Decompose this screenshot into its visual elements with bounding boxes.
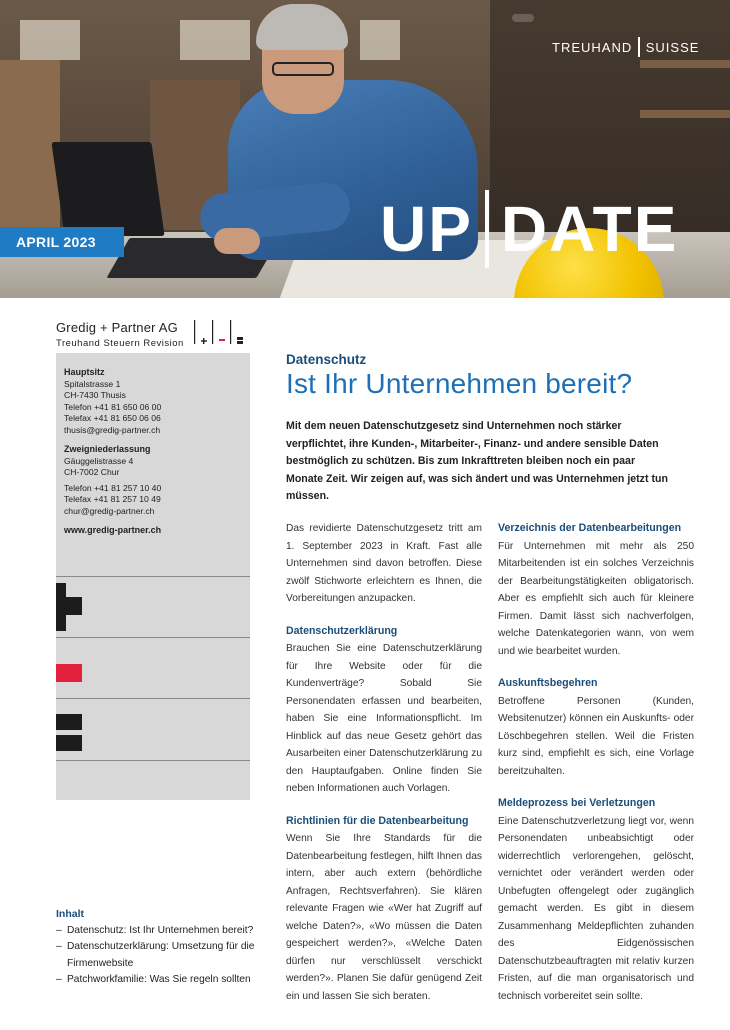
company-name: Gredig + Partner AG xyxy=(56,320,178,335)
hq-phone: Telefon +41 81 650 06 00 xyxy=(64,401,162,412)
toc-item[interactable]: – Patchworkfamilie: Was Sie regeln sollten xyxy=(56,972,266,989)
branch-city: CH-7002 Chur xyxy=(64,467,120,477)
hq-email[interactable]: thusis@gredig-partner.ch xyxy=(64,424,161,435)
hq-city: CH-7430 Thusis xyxy=(64,390,126,400)
update-title-left: UP xyxy=(380,193,473,265)
branch-fax: Telefax +41 81 257 10 49 xyxy=(64,494,161,504)
revision-equals-icon xyxy=(56,714,82,730)
section-heading: Datenschutzerklärung xyxy=(286,624,398,637)
branch-street: Gäuggelistrasse 4 xyxy=(64,455,134,466)
company-block xyxy=(56,320,184,349)
steuern-minus-icon xyxy=(56,664,82,682)
glasses xyxy=(272,62,334,76)
company-logo-icon xyxy=(192,320,252,346)
section-heading: Auskunftsbegehren xyxy=(498,677,598,689)
shelf xyxy=(640,60,730,68)
branch-email[interactable]: chur@gredig-partner.ch xyxy=(64,505,155,516)
company-tagline: Treuhand Steuern Revision xyxy=(56,338,184,349)
divider-line xyxy=(56,698,250,699)
workshop-window xyxy=(20,20,80,60)
shelf xyxy=(640,110,730,118)
person-hair xyxy=(256,4,348,50)
revision-equals-icon xyxy=(56,735,82,751)
treuhand-plus-icon xyxy=(56,583,82,631)
branch-label: Zweigniederlassung xyxy=(64,444,151,454)
article-lead: Mit dem neuen Datenschutzgesetz sind Unternehmen noch stärker verpflichtet, ihre Kunden-, Mitarbeiter-, Finanz- und andere sensible Daten bestmöglich zu schützen. Bis zum Inkrafttreten bleiben noch ein paar Monate Zeit. Wir zeigen auf, was sich ändert und was Unternehmen jetzt tun müssen. xyxy=(286,420,668,502)
divider-line xyxy=(56,760,250,761)
hq-fax: Telefax +41 81 650 06 06 xyxy=(64,413,161,423)
toc-item[interactable]: – Datenschutz: Ist Ihr Unternehmen bereit? xyxy=(56,923,266,940)
section-body: Betroffene Personen (Kunden, Websitenutzer) können ein Auskunfts- oder Löschbegehren stellen. Weil die Fristen kurz sind, empfiehlt es sich, eine Vorlage bereitzuhalten. xyxy=(498,695,694,777)
section-heading: Richtlinien für die Datenbearbeitung xyxy=(286,814,469,827)
toc-title: Inhalt xyxy=(56,908,84,920)
update-title-right: DATE xyxy=(500,193,679,265)
section-body: Für Unternehmen mit mehr als 250 Mitarbeitenden ist ein solches Verzeichnis der Bearbeitungstätigkeiten obligatorisch. Aber es empfiehlt sich auch für kleinere Firmen. Damit lässt sich nachverfolgen, welche Datenkategorien wann, von wem und wie bearbeitet wurden. xyxy=(498,540,694,657)
article-intro: Das revidierte Datenschutzgesetz tritt am 1. September 2023 in Kraft. Fast alle Unternehmen sind davon betroffen. Diese zwölf Stichworte erleichtern es Ihnen, die Vorbereitungen anzupacken. xyxy=(286,523,482,604)
section-body: Wenn Sie Ihre Standards für die Datenbearbeitung festlegen, hilft Ihnen das intern, aber auch extern (behördliche Anfragen, Rechtsverfahren). Sie klären relevante Fragen wie «Wer hat Zugriff auf welche Daten?», «Wo müssen die Daten gespeichert werden?», «Welche Daten dürfen nur verschlüsselt verschickt werden?». Planen Sie dafür genügend Zeit ein und lassen Sie sich beraten. xyxy=(286,833,482,1002)
section-heading: Verzeichnis der Datenbearbeitungen xyxy=(498,522,682,534)
brand-right: SUISSE xyxy=(645,39,700,55)
workshop-window xyxy=(180,20,250,60)
brand-logo xyxy=(552,37,699,57)
update-title xyxy=(380,190,678,268)
article-kicker: Datenschutz xyxy=(286,352,367,367)
issue-date-badge: APRIL 2023 xyxy=(0,227,124,257)
hq-street: Spitalstrasse 1 xyxy=(64,378,121,389)
article-headline: Ist Ihr Unternehmen bereit? xyxy=(286,368,633,399)
section-body: Eine Datenschutzverletzung liegt vor, wenn Personendaten unbeabsichtigt oder widerrechtlich verlorengehen, gelöscht, vernichtet oder verändert werden oder Unbefugten offengelegt oder zugänglich gemacht werden. Es gibt in diesem Zusammenhang Meldepflichten zuhanden des Eidgenössischen Datenschutzbeauftragten mit relativ kurzen Fristen, auf die man organisatorisch und technisch vorbereitet sein sollte. xyxy=(498,815,694,1002)
divider-line xyxy=(56,637,250,638)
section-heading: Meldeprozess bei Verletzungen xyxy=(498,797,656,809)
update-divider xyxy=(485,190,489,268)
article-column-right xyxy=(498,520,694,1005)
hq-label: Hauptsitz xyxy=(64,367,105,377)
divider-line xyxy=(56,576,250,577)
brand-left: TREUHAND xyxy=(552,39,633,55)
address-block xyxy=(64,367,244,537)
brand-divider xyxy=(638,37,640,57)
person-hand xyxy=(214,228,260,254)
laptop-screen xyxy=(51,142,164,236)
section-body: Brauchen Sie eine Datenschutzerklärung für Ihre Website oder für die Kundenverträge? Sobald Sie Personendaten erfassen und bearbeiten, haben Sie eine Informationspflicht. Im Hinblick auf das neue Gesetz gehört das Ausarbeiten einer Datenschutzerklärung zu den Hauptaufgaben. Online finden Sie neben Informationen auch Vorlagen. xyxy=(286,643,482,794)
toc-item[interactable]: – Datenschutzerklärung: Umsetzung für die Firmenwebsite xyxy=(56,939,266,972)
article-column-left xyxy=(286,520,482,1005)
branch-phone: Telefon +41 81 257 10 40 xyxy=(64,482,162,493)
website-link[interactable]: www.gredig-partner.ch xyxy=(64,525,162,535)
workshop-window xyxy=(360,20,400,60)
table-of-contents xyxy=(56,906,266,989)
